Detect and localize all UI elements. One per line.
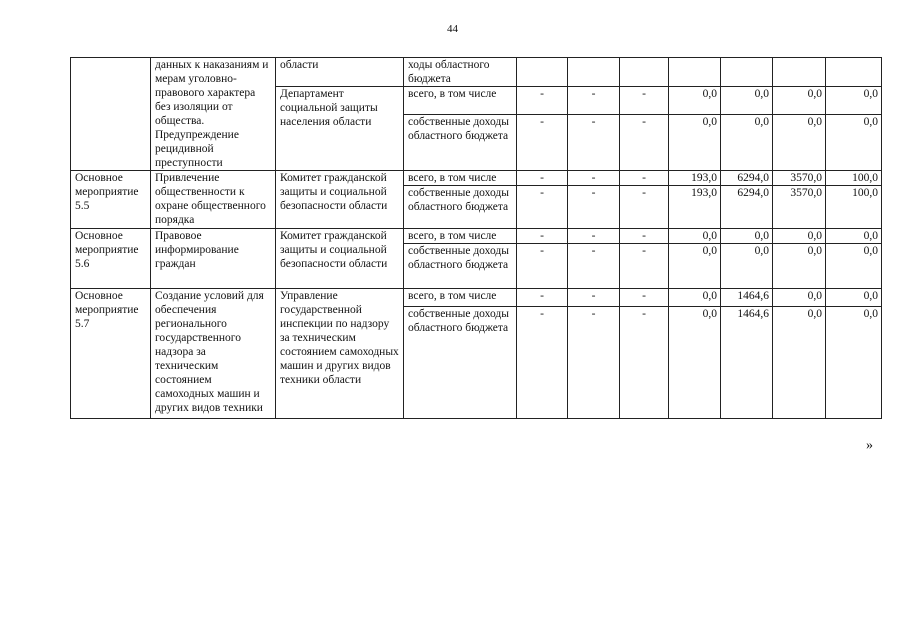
value-cell: - [620,115,669,171]
value-cell [721,58,773,87]
value-cell: 0,0 [669,307,721,419]
fund-cell: всего, в том числе [404,87,517,115]
value-cell: 0,0 [669,229,721,244]
fund-cell: ходы областного бюджета [404,58,517,87]
value-cell: 0,0 [721,115,773,171]
value-cell: 0,0 [773,307,826,419]
value-cell: - [620,229,669,244]
executor-cell: Управление государственной инспекции по надзору за техническим состоянием самоходных машин и других видов техники области [276,289,404,419]
fund-cell: собственные доходы областного бюджета [404,244,517,289]
activity-cell: Основное мероприятие 5.6 [71,229,151,289]
value-cell: - [620,289,669,307]
budget-table [70,57,882,419]
value-cell: - [568,87,620,115]
value-cell: 0,0 [721,244,773,289]
continuation-mark: » [866,438,873,453]
fund-cell: всего, в том числе [404,229,517,244]
value-cell: 0,0 [773,115,826,171]
value-cell [773,58,826,87]
value-cell: - [620,87,669,115]
value-cell: 100,0 [826,171,882,186]
value-cell: 0,0 [773,244,826,289]
value-cell: 0,0 [669,115,721,171]
value-cell: 6294,0 [721,171,773,186]
description-cell: Привлечение общественности к охране общественного порядка [151,171,276,229]
executor-cell: Департамент социальной защиты населения области [276,87,404,171]
value-cell: - [568,186,620,229]
value-cell: 0,0 [826,87,882,115]
value-cell: - [517,87,568,115]
value-cell: 0,0 [826,229,882,244]
value-cell: 0,0 [721,87,773,115]
value-cell: - [517,171,568,186]
value-cell: - [568,171,620,186]
value-cell [826,58,882,87]
executor-cell: Комитет гражданской защиты и социальной безопасности области [276,171,404,229]
value-cell: 0,0 [826,289,882,307]
value-cell: - [517,186,568,229]
executor-cell: Комитет гражданской защиты и социальной безопасности области [276,229,404,289]
value-cell: 6294,0 [721,186,773,229]
value-cell: - [568,115,620,171]
activity-cell: Основное мероприятие 5.7 [71,289,151,419]
value-cell: 0,0 [773,289,826,307]
page-number: 44 [447,23,458,35]
fund-cell: собственные доходы областного бюджета [404,115,517,171]
value-cell: - [620,171,669,186]
activity-cell [71,58,151,171]
value-cell: - [568,289,620,307]
value-cell [517,58,568,87]
value-cell: 1464,6 [721,289,773,307]
description-cell: данных к наказаниям и мерам уголовно-правового характера без изоляции от общества. Предупреждение рецидивной преступности [151,58,276,171]
value-cell: 3570,0 [773,186,826,229]
value-cell: 0,0 [669,244,721,289]
value-cell: - [517,229,568,244]
table-row [71,229,882,244]
value-cell: - [620,307,669,419]
value-cell: - [517,115,568,171]
activity-cell: Основное мероприятие 5.5 [71,171,151,229]
table-row [71,58,882,87]
fund-cell: всего, в том числе [404,171,517,186]
value-cell: 0,0 [826,244,882,289]
fund-cell: собственные доходы областного бюджета [404,186,517,229]
value-cell: - [517,244,568,289]
value-cell: 0,0 [773,229,826,244]
description-cell: Создание условий для обеспечения регионального государственного надзора за техническим состоянием самоходных машин и других видов техники [151,289,276,419]
value-cell [568,58,620,87]
value-cell: - [517,307,568,419]
value-cell: 3570,0 [773,171,826,186]
executor-cell: области [276,58,404,87]
value-cell: - [620,244,669,289]
value-cell: - [568,229,620,244]
value-cell: 0,0 [826,307,882,419]
table-row [71,289,882,307]
fund-cell: собственные доходы областного бюджета [404,307,517,419]
value-cell: - [517,289,568,307]
value-cell [669,58,721,87]
value-cell: 0,0 [721,229,773,244]
value-cell: - [568,307,620,419]
value-cell: 0,0 [773,87,826,115]
value-cell [620,58,669,87]
value-cell: 0,0 [826,115,882,171]
value-cell: 0,0 [669,87,721,115]
value-cell: 100,0 [826,186,882,229]
value-cell: 193,0 [669,186,721,229]
description-cell: Правовое информирование граждан [151,229,276,289]
value-cell: - [568,244,620,289]
fund-cell: всего, в том числе [404,289,517,307]
value-cell: - [620,186,669,229]
table-row [71,171,882,186]
value-cell: 0,0 [669,289,721,307]
value-cell: 193,0 [669,171,721,186]
value-cell: 1464,6 [721,307,773,419]
